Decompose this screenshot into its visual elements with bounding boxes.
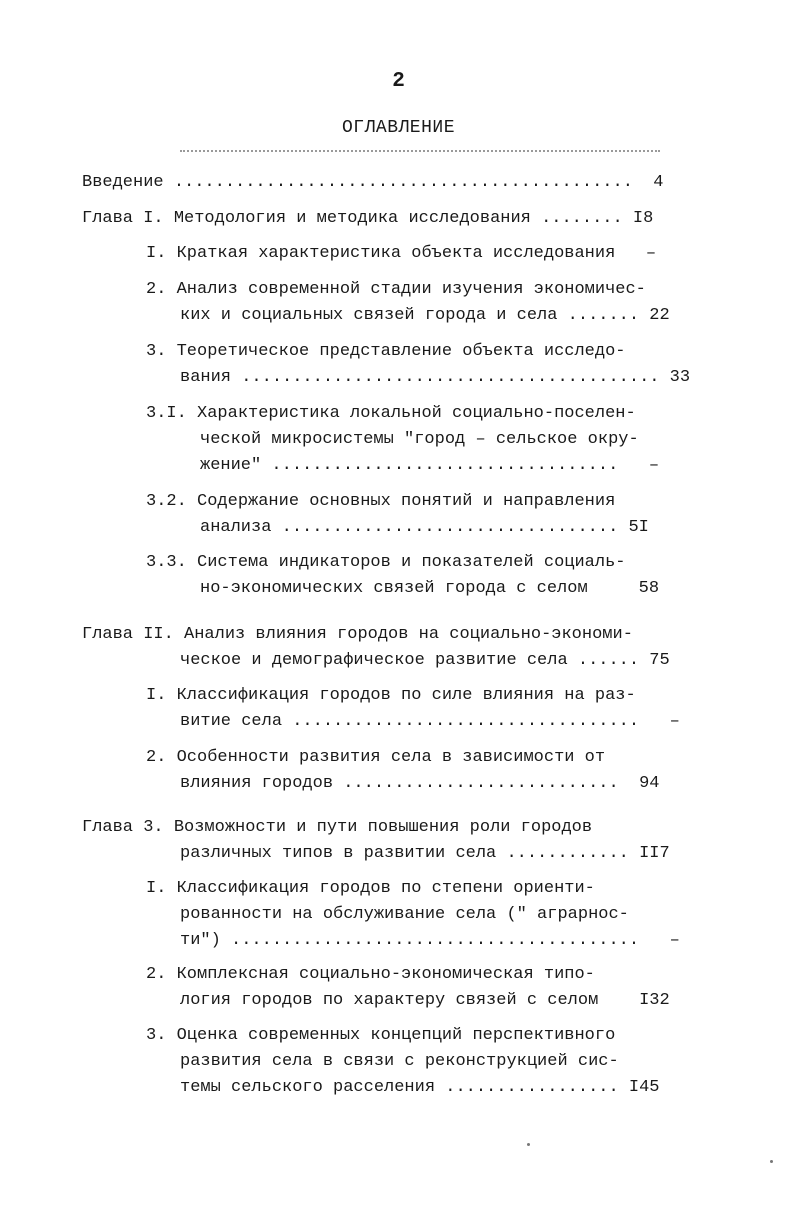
toc-entry-3-3: 3. Оценка современных концепций перспективного <box>146 1026 616 1045</box>
toc-entry-1-3-1: 3.I. Характеристика локальной социально-поселен- <box>146 404 636 423</box>
scan-speck <box>770 1160 773 1163</box>
page-number: 2 <box>392 70 405 93</box>
toc-entry-1-3-3: 3.3. Система индикаторов и показателей социаль- <box>146 553 626 572</box>
toc-entry-3-1-cont: рованности на обслуживание села (" аграрнос- <box>180 905 629 924</box>
toc-entry-3-1: I. Классификация городов по степени ориенти- <box>146 879 595 898</box>
toc-entry-2-1: I. Классификация городов по силе влияния на раз- <box>146 686 636 705</box>
toc-heading: ОГЛАВЛЕНИЕ <box>341 118 456 138</box>
toc-entry-1-3-2-cont: анализа ................................. 5I <box>200 518 649 537</box>
toc-entry-1-3-3-cont: но-экономических связей города с селом 58 <box>200 579 660 598</box>
toc-entry-2-2: 2. Особенности развития села в зависимости от <box>146 748 606 767</box>
toc-entry-1-3-1-cont2: жение" .................................. – <box>200 456 660 475</box>
scan-speck <box>527 1143 530 1146</box>
toc-entry-chapter-1: Глава I. Методология и методика исследования ........ I8 <box>82 209 654 228</box>
toc-entry-1-3-1-cont: ческой микросистемы "город – сельское окру- <box>200 430 639 449</box>
toc-entry-3-2: 2. Комплексная социально-экономическая типо- <box>146 965 595 984</box>
toc-entry-3-1-cont2: ти") ........................................ – <box>180 931 680 950</box>
toc-entry-2-1-cont: витие села .................................. – <box>180 712 680 731</box>
toc-entry-1-1: I. Краткая характеристика объекта исследования – <box>146 244 657 263</box>
toc-entry-chapter-3-cont: различных типов в развитии села ............ II7 <box>180 844 670 863</box>
toc-entry-1-3: 3. Теоретическое представление объекта исследо- <box>146 342 626 361</box>
toc-entry-3-3-cont2: темы сельского расселения ................. I45 <box>180 1078 660 1097</box>
toc-entry-chapter-2-cont: ческое и демографическое развитие села ...... 75 <box>180 651 670 670</box>
toc-entry-1-3-2: 3.2. Содержание основных понятий и направления <box>146 492 616 511</box>
dotted-rule <box>180 150 660 152</box>
toc-entry-chapter-3: Глава 3. Возможности и пути повышения роли городов <box>82 818 593 837</box>
toc-entry-chapter-2: Глава II. Анализ влияния городов на социально-экономи- <box>82 625 633 644</box>
toc-entry-3-2-cont: логия городов по характеру связей с селом I32 <box>180 991 670 1010</box>
toc-entry-1-3-cont: вания ......................................... 33 <box>180 368 691 387</box>
toc-entry-intro: Введение ............................................. 4 <box>82 173 664 192</box>
toc-entry-3-3-cont: развития села в связи с реконструкцией сис- <box>180 1052 619 1071</box>
toc-entry-1-2-cont: ких и социальных связей города и села ....... 22 <box>180 306 670 325</box>
toc-entry-2-2-cont: влияния городов ........................... 94 <box>180 774 660 793</box>
toc-entry-1-2: 2. Анализ современной стадии изучения экономичес- <box>146 280 646 299</box>
